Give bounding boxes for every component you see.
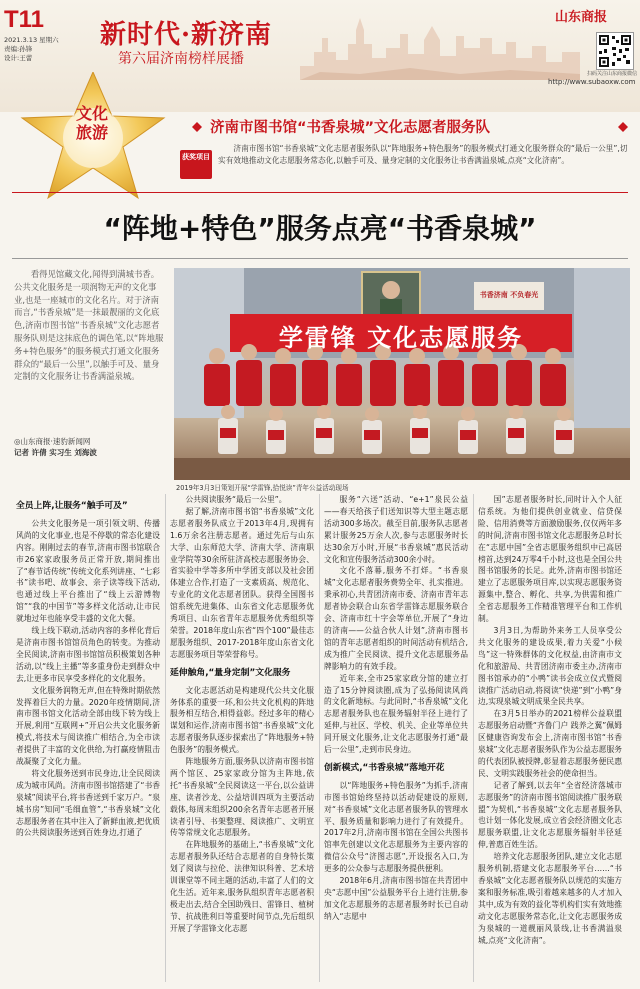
body-paragraph: 近年来,全市25家家政分馆的建立打造了15分钟阅读圈,成为了弘扬阅读风尚的文化新地标。与此同时,“书香泉城”文化志愿者服务队也在服务辐射半径上进行了延伸,与社区、学校、机关、企业等单位共同开展文化服务,让文化志愿服务打通“最后一公里”,走到市民身边。 (324, 673, 468, 755)
photo-side-sign: 书香济南 不负春光 (479, 291, 539, 299)
column-divider (319, 494, 320, 982)
body-paragraph: 3月3日,为帮助外来务工人员享受公共文化服务的建设成果,着力关爱“小候鸟”这一特殊群体的文化权益,由济南市文化和旅游局、共青团济南市委主办,济南市图书馆承办的“小鸭”读书会成立仪式暨阅读推广活动启动,将阅读“快递”到“小鸭”身边,实现泉城文明成果全民共享。 (478, 625, 622, 707)
intro-band-title: 济南市图书馆“书香泉城”文化志愿者服务队 (210, 120, 491, 136)
qr-note: 扫码关注山东商报微信 (586, 71, 637, 77)
section-badge-line2: 旅游 (75, 123, 108, 142)
article-column-3 (324, 494, 468, 923)
body-paragraph: 在3月5日举办的2021榜样公益联盟志愿服务启动暨“齐鲁门户 践养之翼”佩姆区健康咨询发布会上,济南市图书馆“书香泉城”文化志愿者服务队作为公益志愿服务的代表团队被授牌,彰显着志愿服务便民惠民、文明实践服务社会的使命担当。 (478, 709, 622, 778)
byline-org: ◎山东商报·速豹新闻网 (14, 437, 91, 446)
divider (12, 258, 628, 259)
header-title: 新时代·新济南 (100, 20, 273, 50)
column-divider (165, 494, 166, 982)
body-paragraph: 国”志愿者服务时长,同时计入个人征信系统。为他们提供创业就业、信贷保险、信用消费等方面激励服务,仅仅两年多的时间,济南市图书馆文化志愿服务总时长在“志愿中国”全省志愿服务组织中已高居榜首,达到24万零4千小时,这也是全国公共图书馆服务的长足。此外,济南市图书馆还建立了志愿服务项目库,以实现志愿服务资源集中,整合、孵化、共享,为供需和推广全省志愿服务工作精准管理平台和工作机制。 (478, 495, 622, 624)
body-paragraph: 公共文化服务是一项引领文明、传播风尚的文化事业,也是不停歇的常态化建设内容。刚刚过去的春节,济南市图书馆联合市26家家政服务员正常开放,期间推出了“春节话传统”传统文化系列讲座、“七彩书”读书吧、故事会、亲子读等线下活动,也通过线上平台推出了“线上云游博物馆”“我的中国节”等多样文化活动,让市民就地过年也能享受丰盛的文化大餐。 (16, 518, 160, 624)
edition-meta (4, 36, 64, 63)
main-title: “阵地+特色”服务点亮“书香泉城” (103, 212, 537, 245)
body-paragraph: 线上线下联动,活动内容的多样化背后是济南市图书馆馆员角色的转变。为推动全民阅读,济南市图书馆馆员积极策划各种活动,以“线上主播”等多重身份走到群众中去,让更多市民享受多样化的文化服务。 (16, 626, 160, 683)
award-badge: 获奖项目 (180, 150, 212, 179)
article-column-1 (16, 494, 160, 839)
photo-caption: 2019年3月3日策划开展“学雷锋,拾悦读”青年公益活动现场 (176, 484, 349, 492)
section-heading: 全员上阵,让服务“触手可及” (16, 501, 128, 511)
section-heading: 延伸触角,“量身定制”文化服务 (170, 667, 291, 678)
column-divider (473, 494, 474, 982)
divider (12, 192, 628, 193)
lead-paragraph: 看得见馆藏文化,闻得到满城书香。公共文化服务是一项润物无声的文化事业,也是一座城市的文化名片。对于济南而言,“书香泉城”是一抹最靓丽的文化底色,济南市图书馆“书香泉城”文化志愿者服务队则是这抹底色的调色笔,以“阵地服务+特色服务”的服务模式打通文化服务群众的“最后一公里”,以触手可及、量身定制的文化服务让书香满溢泉城。 (14, 269, 164, 382)
article-column-2 (170, 494, 314, 935)
intro-text: 济南市图书馆“书香泉城”文化志愿者服务队以“阵地服务+特色服务”的服务模式打通文化服务群众的“最后一公里”,切实有效地推动文化志愿服务常态化,以触手可及、量身定制的文化服务让书香满溢泉城,点亮“文化济南”。 (218, 144, 628, 165)
designer-credit: 设计:王蕾 (4, 54, 33, 62)
body-paragraph: 将文化服务送到市民身边,让全民阅读成为城市风尚。济南市图书馆搭建了“书香泉城”阅读平台,将书香送到千家万户。“泉城书房”知同“毛细血管”,“书香泉城”文化志愿服务者在其中注入了新鲜血液,把优质的公共阅读服务送到百姓身边,打通了 (16, 768, 160, 838)
photo-scene (174, 268, 630, 480)
article-column-4 (478, 494, 622, 946)
body-paragraph: 服务“六送”活动、“e+1”泉民公益——春天给孩子们送知识等大型主题志愿活动300多场次。截至目前,服务队志愿者累计服务25万余人次,参与志愿服务时长达30余万小时,开展“书香泉城”惠民活动文化和宣传服务活动300余小时。 (324, 495, 468, 564)
body-paragraph: 文化服务润物无声,但在特殊时期依然发挥着巨大的力量。2020年疫情期间,济南市图书馆文化活动全部由线下转为线上开展,利用“互联网+”开启公共文化服务新模式,将技术与阅读推广相结合,为全市读者提供了丰富的文化供给,为打赢疫情阻击战凝聚了文化力量。 (16, 685, 160, 767)
body-paragraph: 在阵地服务的基础上,“书香泉城”文化志愿者服务队还结合志愿者的自身特长策划了阅读与拉伦、法律知识科普、艺术培训课堂等不同主题的活动,丰富了人们的文化生活。近年来,服务队组织青年志愿者积极走出去,结合全国助残日、雷锋日、植树节、抗战胜利日等重要时间节点,先后组织开展了学雷锋文化志愿 (170, 840, 314, 933)
body-paragraph: 阵地服务方面,服务队以济南市图书馆两个馆区、25家家政分馆为主阵地,依托“书香泉城”全民阅读这一平台,以公益讲座、读者沙龙、公益培训四项为主要活动载体,每周末组织200余名青年志愿者开展读者引导、书架整理、阅读推广、文明宣传等常规文化志愿服务。 (170, 757, 314, 838)
website-url[interactable]: http://www.subaoxw.com (548, 78, 636, 86)
issue-date: 2021.3.13 星期六 (4, 36, 59, 44)
newspaper-brand: 山东商报 (555, 10, 608, 25)
byline (14, 436, 164, 458)
body-paragraph: 以“阵地服务+特色服务”为抓手,济南市图书馆始终坚持以活动促建设的原则,对“书香泉城”文化志愿者服务队的管理水平、服务质量和影响力进行了有效提升。2017年2月,济南市图书馆在全国公共图书馆率先创建以文化志愿服务为主要内容的微信公众号“济图志愿”,开设报名入口,为更多的公众参与志愿服务提供便利。 (324, 780, 468, 874)
body-paragraph: 文化志愿活动是构建现代公共文化服务体系的重要一环,和公共文化机构的阵地服务相互结合,相得益彰。经过多年的精心谋划和运作,济南市图书馆“书香泉城”文化志愿者服务队逐步探索出了“阵地服务+特色服务”的服务模式。 (170, 685, 314, 755)
section-badge (62, 104, 122, 142)
city-skyline-illustration (300, 8, 580, 80)
byline-names: 记者 许倩 实习生 刘海波 (14, 448, 97, 457)
body-paragraph: 公共阅读服务“最后一公里”。 (185, 495, 287, 504)
body-paragraph: 据了解,济南市图书馆“书香泉城”文化志愿者服务队成立于2013年4月,现拥有1.6万余名注册志愿者。通过先后与山东大学、山东师范大学、济南大学、济南职业学院等30余所驻济高校志愿服务协会、省实验中学等多所中学团支部以及社会团体建立合作,打造了一支素质高、规范化、专业化的文化志愿者团队。获得全国图书馆系统先进集体、山东省文化志愿服务优秀项目、山东省青年志愿服务优秀组织等荣誉。2018年度山东省“四个100”最佳志愿服务组织、2017-2018年度山东省文化志愿服务项目等荣誉称号。 (170, 506, 314, 659)
section-badge-line1: 文化 (75, 104, 108, 123)
editor-credit: 责编:孙锋 (4, 45, 33, 53)
section-heading: 创新模式,“书香泉城”落地开花 (324, 762, 445, 773)
qr-code-icon[interactable] (596, 32, 634, 70)
body-paragraph: 培养文化志愿服务团队,建立文化志愿服务机制,搭建文化志愿服务平台……“书香泉城”文化志愿者服务队以规范的实施方案和服务标准,吸引着越来越多的人才加入其中,成为有效的益化等机构们实有效地推动文化志愿服务常态化,让文化志愿服务成为泉城的一道靓丽风景线,让书香满溢泉城,点亮“文化济南”。 (478, 852, 622, 945)
body-paragraph: 文化不落幕,服务不打烊。“书香泉城”文化志愿者服务费势全年、扎实推进。秉承初心,共青团济南市委、济南市青年志愿者协会联合山东省学雷锋志愿服务联合会、济南市红十字会等单位,开展了“身边的济南——公益合伙人计划”,济南市图书馆的青年志愿者组织的时间活动有机结合,成为推广全民阅读、提升文化志愿服务品牌影响力的有效手段。 (324, 566, 468, 671)
header-subtitle: 第六届济南榜样展播 (118, 51, 244, 67)
photo-banner-text: 学雷锋 文化志愿服务 (278, 324, 524, 352)
page-number: T11 (4, 6, 45, 33)
body-paragraph: 2018年6月,济南市图书馆在共青团中央“志愿中国”公益服务平台上进行注册,参加文化志愿服务的志愿者服务时长已自动纳入“志愿中 (324, 876, 468, 921)
body-paragraph: 记者了解到,以去年“全省经济落城市志愿服务”的济南市图书馆阅读推广服务联盟”为契机,“书香泉城”文化志愿者服务队也计划一体化发展,成立省会经济圈文化志愿服务联盟,让文化志愿服务辐射半径延伸,普惠百姓生活。 (478, 780, 622, 850)
group-photo (174, 268, 630, 480)
